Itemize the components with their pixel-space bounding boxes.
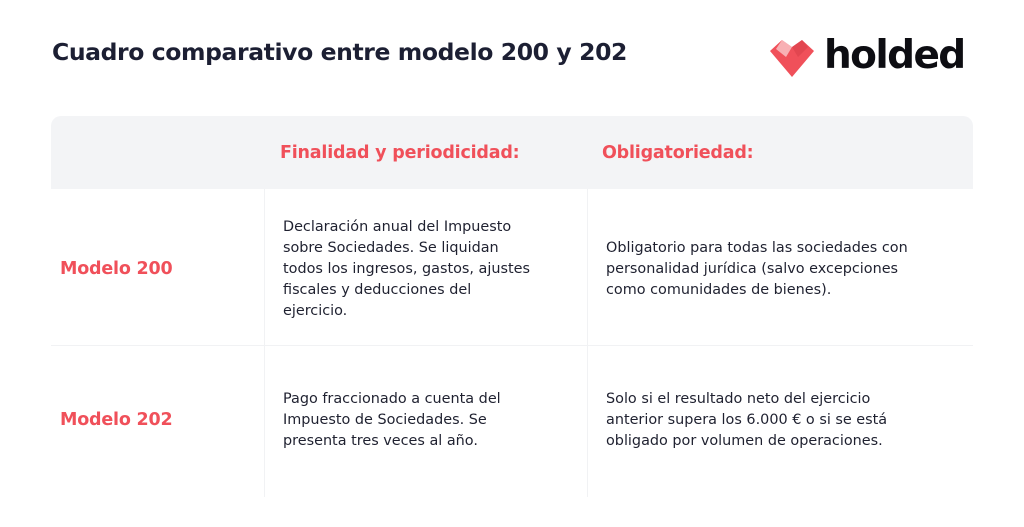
table-row-modelo-200 bbox=[51, 189, 973, 345]
row-label-modelo-200: Modelo 200 bbox=[60, 259, 173, 279]
cell-finalidad-modelo-200: Declaración anual del Impuesto sobre Sociedades. Se liquidan todos los ingresos, gastos, ajustes fiscales y deducciones del ejercicio. bbox=[283, 219, 530, 319]
cell-obligatoriedad-modelo-202: Solo si el resultado neto del ejercicio anterior supera los 6.000 € o si se está obligado por volumen de operaciones. bbox=[606, 391, 888, 449]
column-divider bbox=[264, 189, 265, 497]
table-header-row bbox=[51, 116, 973, 189]
row-label-modelo-202: Modelo 202 bbox=[60, 410, 173, 430]
brand-name: holded bbox=[824, 33, 965, 78]
cell-finalidad-modelo-202: Pago fraccionado a cuenta del Impuesto de Sociedades. Se presenta tres veces al año. bbox=[283, 391, 501, 449]
column-divider bbox=[587, 189, 588, 497]
page-title: Cuadro comparativo entre modelo 200 y 202 bbox=[52, 38, 627, 66]
header-finalidad: Finalidad y periodicidad: bbox=[280, 143, 520, 163]
header-obligatoriedad: Obligatoriedad: bbox=[602, 143, 754, 163]
holded-logo-icon bbox=[768, 37, 816, 79]
comparison-table bbox=[51, 116, 973, 497]
cell-obligatoriedad-modelo-200: Obligatorio para todas las sociedades con personalidad jurídica (salvo excepciones como comunidades de bienes). bbox=[606, 240, 908, 298]
table-row-modelo-202 bbox=[51, 345, 973, 498]
holded-logo bbox=[768, 33, 965, 80]
